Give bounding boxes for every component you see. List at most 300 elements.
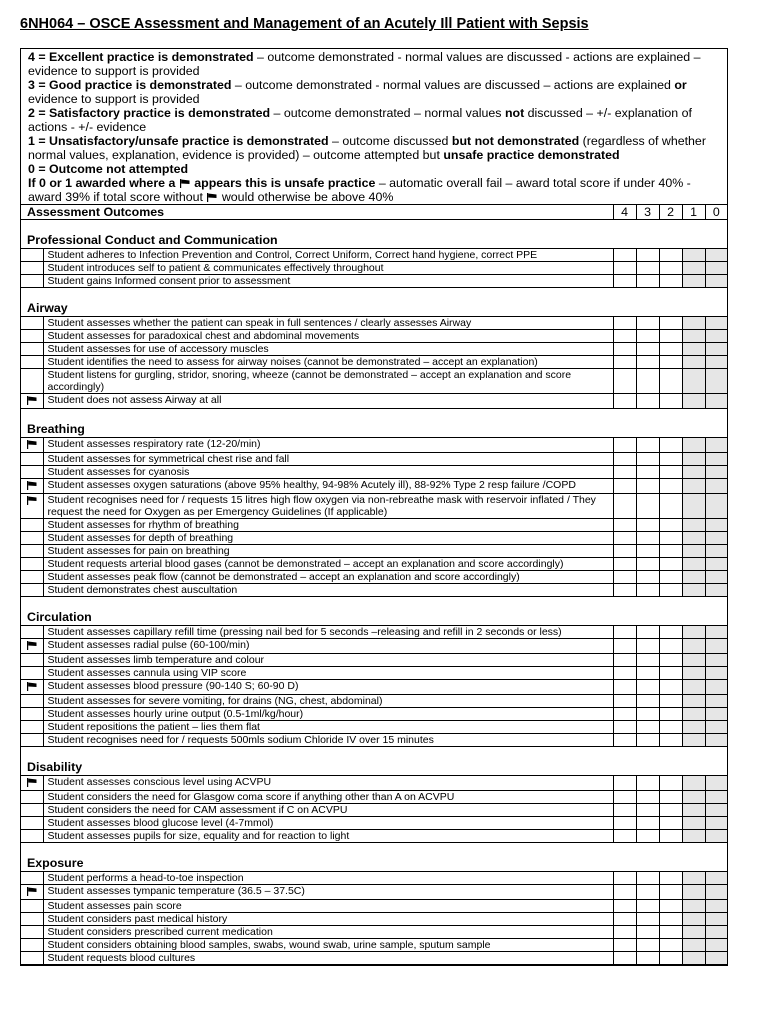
score-cell-1[interactable] (682, 654, 705, 667)
flag-cell (21, 952, 43, 965)
flag-cell (21, 494, 43, 519)
score-cell-1[interactable] (682, 249, 705, 262)
score-cell-0[interactable] (705, 330, 727, 343)
score-cell-2[interactable] (659, 639, 682, 654)
score-cell-2[interactable] (659, 330, 682, 343)
flag-cell (21, 654, 43, 667)
score-cell-3[interactable] (636, 584, 659, 597)
score-cell-3[interactable] (636, 317, 659, 330)
outcome-row (21, 394, 727, 409)
score-cell-0[interactable] (705, 817, 727, 830)
section-header-row (21, 288, 727, 317)
outcome-row (21, 734, 727, 747)
score-cell-2[interactable] (659, 804, 682, 817)
score-cell-2[interactable] (659, 453, 682, 466)
flag-icon (180, 177, 190, 186)
score-cell-1[interactable] (682, 532, 705, 545)
flag-cell (21, 330, 43, 343)
score-cell-2[interactable] (659, 394, 682, 409)
score-cell-4[interactable] (613, 804, 636, 817)
outcome-text: Student assesses respiratory rate (12-20/min) (43, 438, 613, 453)
score-cell-1[interactable] (682, 466, 705, 479)
score-cell-1[interactable] (682, 695, 705, 708)
score-cell-2[interactable] (659, 791, 682, 804)
outcome-row (21, 519, 727, 532)
score-cell-2[interactable] (659, 249, 682, 262)
score-cell-0[interactable] (705, 830, 727, 843)
score-cell-3[interactable] (636, 680, 659, 695)
outcome-row (21, 545, 727, 558)
score-cell-0[interactable] (705, 804, 727, 817)
score-cell-2[interactable] (659, 438, 682, 453)
score-cell-4[interactable] (613, 466, 636, 479)
score-cell-1[interactable] (682, 939, 705, 952)
score-cell-2[interactable] (659, 262, 682, 275)
outcome-row (21, 330, 727, 343)
score-cell-3[interactable] (636, 708, 659, 721)
score-cell-3[interactable] (636, 872, 659, 885)
legend-score-3: 3 = Good practice is demonstrated – outcome demonstrated - normal values are discussed – actions are explained or evidence to support is provided (28, 78, 687, 106)
score-cell-4[interactable] (613, 680, 636, 695)
score-cell-0[interactable] (705, 545, 727, 558)
score-cell-4[interactable] (613, 584, 636, 597)
score-cell-3[interactable] (636, 494, 659, 519)
score-cell-4[interactable] (613, 830, 636, 843)
score-cell-4[interactable] (613, 394, 636, 409)
score-cell-4[interactable] (613, 479, 636, 494)
outcome-row (21, 926, 727, 939)
score-cell-1[interactable] (682, 667, 705, 680)
score-cell-1[interactable] (682, 394, 705, 409)
score-cell-1[interactable] (682, 519, 705, 532)
score-cell-3[interactable] (636, 249, 659, 262)
flag-icon (27, 440, 37, 452)
legend-score-4: 4 = Excellent practice is demonstrated – outcome demonstrated - normal values are discussed - actions are explained – evidence to support is provided (28, 50, 701, 78)
score-cell-3[interactable] (636, 532, 659, 545)
score-cell-4[interactable] (613, 776, 636, 791)
legend-score-0: 0 = Outcome not attempted (28, 162, 189, 176)
flag-cell (21, 532, 43, 545)
flag-cell (21, 708, 43, 721)
score-cell-3[interactable] (636, 804, 659, 817)
flag-cell (21, 262, 43, 275)
flag-cell (21, 695, 43, 708)
score-cell-4[interactable] (613, 885, 636, 900)
score-cell-3[interactable] (636, 830, 659, 843)
score-cell-2[interactable] (659, 571, 682, 584)
score-cell-1[interactable] (682, 680, 705, 695)
flag-cell (21, 913, 43, 926)
score-cell-2[interactable] (659, 494, 682, 519)
score-cell-4[interactable] (613, 872, 636, 885)
outcome-text: Student assesses for use of accessory muscles (43, 343, 613, 356)
score-cell-1[interactable] (682, 721, 705, 734)
document-title: 6NH064 – OSCE Assessment and Management of an Acutely Ill Patient with Sepsis (20, 16, 589, 32)
score-cell-3[interactable] (636, 394, 659, 409)
score-cell-0[interactable] (705, 317, 727, 330)
score-cell-0[interactable] (705, 734, 727, 747)
score-header-0: 0 (705, 205, 727, 220)
score-cell-4[interactable] (613, 817, 636, 830)
outcome-text: Student assesses radial pulse (60-100/min) (43, 639, 613, 654)
flag-cell (21, 466, 43, 479)
score-cell-0[interactable] (705, 519, 727, 532)
score-cell-2[interactable] (659, 926, 682, 939)
score-cell-4[interactable] (613, 494, 636, 519)
score-cell-1[interactable] (682, 639, 705, 654)
score-cell-0[interactable] (705, 343, 727, 356)
score-cell-2[interactable] (659, 532, 682, 545)
score-cell-4[interactable] (613, 626, 636, 639)
score-cell-1[interactable] (682, 926, 705, 939)
score-cell-3[interactable] (636, 654, 659, 667)
score-cell-1[interactable] (682, 830, 705, 843)
outcome-row (21, 494, 727, 519)
score-cell-2[interactable] (659, 734, 682, 747)
section-title: Disability (21, 747, 727, 776)
flag-cell (21, 356, 43, 369)
score-cell-3[interactable] (636, 695, 659, 708)
table-header-row (21, 205, 727, 220)
score-cell-0[interactable] (705, 654, 727, 667)
score-cell-3[interactable] (636, 356, 659, 369)
flag-cell (21, 804, 43, 817)
score-cell-0[interactable] (705, 885, 727, 900)
score-header-1: 1 (682, 205, 705, 220)
score-cell-4[interactable] (613, 667, 636, 680)
score-cell-4[interactable] (613, 249, 636, 262)
score-cell-0[interactable] (705, 695, 727, 708)
outcome-row (21, 721, 727, 734)
score-cell-3[interactable] (636, 438, 659, 453)
score-cell-3[interactable] (636, 262, 659, 275)
score-cell-0[interactable] (705, 939, 727, 952)
score-cell-2[interactable] (659, 708, 682, 721)
score-cell-0[interactable] (705, 900, 727, 913)
score-cell-4[interactable] (613, 571, 636, 584)
score-cell-0[interactable] (705, 791, 727, 804)
outcomes-header: Assessment Outcomes (21, 205, 613, 220)
score-cell-0[interactable] (705, 275, 727, 288)
score-cell-1[interactable] (682, 584, 705, 597)
section-header-row (21, 747, 727, 776)
score-cell-1[interactable] (682, 734, 705, 747)
score-cell-3[interactable] (636, 479, 659, 494)
score-cell-0[interactable] (705, 913, 727, 926)
score-cell-4[interactable] (613, 900, 636, 913)
score-cell-2[interactable] (659, 558, 682, 571)
score-cell-0[interactable] (705, 453, 727, 466)
score-cell-4[interactable] (613, 721, 636, 734)
flag-icon (27, 481, 37, 493)
flag-icon (27, 887, 37, 899)
score-cell-0[interactable] (705, 776, 727, 791)
score-cell-2[interactable] (659, 900, 682, 913)
score-cell-0[interactable] (705, 952, 727, 965)
score-cell-2[interactable] (659, 817, 682, 830)
section-header-row (21, 597, 727, 626)
score-cell-4[interactable] (613, 926, 636, 939)
score-cell-4[interactable] (613, 532, 636, 545)
score-cell-2[interactable] (659, 830, 682, 843)
score-cell-1[interactable] (682, 438, 705, 453)
score-cell-3[interactable] (636, 558, 659, 571)
score-cell-2[interactable] (659, 343, 682, 356)
outcome-text: Student identifies the need to assess for airway noises (cannot be demonstrated – accept an explanation) (43, 356, 613, 369)
score-cell-2[interactable] (659, 872, 682, 885)
outcome-text: Student assesses tympanic temperature (36.5 – 37.5C) (43, 885, 613, 900)
score-cell-2[interactable] (659, 695, 682, 708)
score-cell-1[interactable] (682, 262, 705, 275)
score-cell-4[interactable] (613, 438, 636, 453)
outcome-row (21, 584, 727, 597)
score-cell-0[interactable] (705, 571, 727, 584)
score-cell-4[interactable] (613, 558, 636, 571)
score-cell-0[interactable] (705, 926, 727, 939)
score-cell-1[interactable] (682, 817, 705, 830)
scoring-legend (21, 49, 727, 205)
score-cell-2[interactable] (659, 939, 682, 952)
outcome-text: Student introduces self to patient & communicates effectively throughout (43, 262, 613, 275)
score-cell-0[interactable] (705, 494, 727, 519)
flag-cell (21, 639, 43, 654)
score-cell-3[interactable] (636, 721, 659, 734)
outcome-text: Student gains Informed consent prior to assessment (43, 275, 613, 288)
outcome-text: Student assesses for symmetrical chest rise and fall (43, 453, 613, 466)
score-cell-3[interactable] (636, 776, 659, 791)
outcome-row (21, 695, 727, 708)
score-cell-3[interactable] (636, 885, 659, 900)
score-cell-3[interactable] (636, 791, 659, 804)
outcome-text: Student assesses for severe vomiting, for drains (NG, chest, abdominal) (43, 695, 613, 708)
score-cell-1[interactable] (682, 343, 705, 356)
score-cell-1[interactable] (682, 708, 705, 721)
score-cell-1[interactable] (682, 369, 705, 394)
score-cell-4[interactable] (613, 519, 636, 532)
score-cell-0[interactable] (705, 394, 727, 409)
score-cell-2[interactable] (659, 776, 682, 791)
flag-cell (21, 584, 43, 597)
score-cell-2[interactable] (659, 654, 682, 667)
score-cell-4[interactable] (613, 734, 636, 747)
section-title: Professional Conduct and Communication (21, 220, 727, 249)
score-cell-3[interactable] (636, 639, 659, 654)
score-cell-1[interactable] (682, 317, 705, 330)
score-cell-1[interactable] (682, 494, 705, 519)
score-cell-1[interactable] (682, 776, 705, 791)
score-cell-0[interactable] (705, 667, 727, 680)
outcome-text: Student recognises need for / requests 15 litres high flow oxygen via non-rebreathe mask with reservoir inflated / They request the need for Oxygen as per Emergency Guidelines (If applicable) (43, 494, 613, 519)
score-cell-4[interactable] (613, 639, 636, 654)
score-header-3: 3 (636, 205, 659, 220)
outcome-text: Student assesses peak flow (cannot be demonstrated – accept an explanation and score accordingly) (43, 571, 613, 584)
assessment-form (20, 48, 728, 966)
score-cell-4[interactable] (613, 913, 636, 926)
outcome-text: Student assesses pupils for size, equality and for reaction to light (43, 830, 613, 843)
score-cell-2[interactable] (659, 667, 682, 680)
outcome-row (21, 639, 727, 654)
flag-cell (21, 721, 43, 734)
score-cell-4[interactable] (613, 262, 636, 275)
outcome-row (21, 952, 727, 965)
score-cell-3[interactable] (636, 926, 659, 939)
flag-cell (21, 926, 43, 939)
score-cell-4[interactable] (613, 343, 636, 356)
score-cell-3[interactable] (636, 519, 659, 532)
score-cell-1[interactable] (682, 885, 705, 900)
score-cell-4[interactable] (613, 695, 636, 708)
score-cell-0[interactable] (705, 466, 727, 479)
score-cell-0[interactable] (705, 532, 727, 545)
score-cell-4[interactable] (613, 356, 636, 369)
outcome-text: Student assesses for pain on breathing (43, 545, 613, 558)
score-cell-2[interactable] (659, 680, 682, 695)
score-cell-1[interactable] (682, 626, 705, 639)
outcome-row (21, 667, 727, 680)
score-cell-4[interactable] (613, 330, 636, 343)
score-cell-4[interactable] (613, 545, 636, 558)
outcome-row (21, 913, 727, 926)
score-cell-4[interactable] (613, 317, 636, 330)
score-cell-4[interactable] (613, 275, 636, 288)
outcome-row (21, 249, 727, 262)
score-cell-0[interactable] (705, 639, 727, 654)
score-cell-0[interactable] (705, 584, 727, 597)
score-cell-1[interactable] (682, 356, 705, 369)
score-cell-1[interactable] (682, 913, 705, 926)
score-cell-1[interactable] (682, 479, 705, 494)
score-cell-0[interactable] (705, 872, 727, 885)
score-cell-1[interactable] (682, 275, 705, 288)
flag-icon (27, 496, 37, 508)
outcomes-table (21, 205, 727, 965)
score-cell-3[interactable] (636, 939, 659, 952)
score-cell-1[interactable] (682, 330, 705, 343)
score-cell-3[interactable] (636, 913, 659, 926)
score-cell-0[interactable] (705, 558, 727, 571)
score-cell-1[interactable] (682, 804, 705, 817)
outcome-row (21, 626, 727, 639)
score-cell-0[interactable] (705, 262, 727, 275)
outcome-row (21, 275, 727, 288)
score-cell-3[interactable] (636, 466, 659, 479)
score-cell-3[interactable] (636, 667, 659, 680)
score-cell-1[interactable] (682, 558, 705, 571)
score-cell-0[interactable] (705, 369, 727, 394)
score-cell-2[interactable] (659, 545, 682, 558)
score-cell-3[interactable] (636, 369, 659, 394)
outcome-text: Student does not assess Airway at all (43, 394, 613, 409)
flag-icon (27, 682, 37, 694)
score-cell-2[interactable] (659, 885, 682, 900)
flag-icon (207, 191, 217, 200)
outcome-text: Student assesses for rhythm of breathing (43, 519, 613, 532)
flag-cell (21, 791, 43, 804)
flag-cell (21, 369, 43, 394)
score-cell-3[interactable] (636, 275, 659, 288)
score-cell-2[interactable] (659, 479, 682, 494)
score-cell-0[interactable] (705, 479, 727, 494)
score-cell-3[interactable] (636, 900, 659, 913)
flag-cell (21, 830, 43, 843)
flag-cell (21, 680, 43, 695)
flag-cell (21, 817, 43, 830)
score-cell-2[interactable] (659, 626, 682, 639)
score-cell-0[interactable] (705, 721, 727, 734)
score-cell-0[interactable] (705, 626, 727, 639)
score-cell-2[interactable] (659, 584, 682, 597)
score-cell-1[interactable] (682, 791, 705, 804)
score-cell-1[interactable] (682, 952, 705, 965)
score-cell-4[interactable] (613, 791, 636, 804)
score-cell-0[interactable] (705, 356, 727, 369)
score-cell-2[interactable] (659, 913, 682, 926)
score-cell-2[interactable] (659, 369, 682, 394)
score-cell-3[interactable] (636, 545, 659, 558)
score-cell-3[interactable] (636, 817, 659, 830)
score-cell-1[interactable] (682, 571, 705, 584)
score-cell-3[interactable] (636, 734, 659, 747)
score-cell-4[interactable] (613, 369, 636, 394)
score-cell-3[interactable] (636, 330, 659, 343)
score-cell-1[interactable] (682, 872, 705, 885)
score-cell-1[interactable] (682, 900, 705, 913)
outcome-text: Student assesses blood glucose level (4-7mmol) (43, 817, 613, 830)
outcome-row (21, 776, 727, 791)
flag-cell (21, 734, 43, 747)
score-cell-2[interactable] (659, 317, 682, 330)
score-cell-2[interactable] (659, 466, 682, 479)
outcome-row (21, 466, 727, 479)
flag-cell (21, 545, 43, 558)
score-cell-4[interactable] (613, 952, 636, 965)
outcome-row (21, 680, 727, 695)
outcome-text: Student assesses oxygen saturations (above 95% healthy, 94-98% Acutely ill), 88-92% Type 2 resp failure /COPD (43, 479, 613, 494)
outcome-row (21, 872, 727, 885)
outcome-text: Student assesses whether the patient can speak in full sentences / clearly assesses Airway (43, 317, 613, 330)
score-cell-0[interactable] (705, 249, 727, 262)
score-cell-3[interactable] (636, 343, 659, 356)
score-cell-3[interactable] (636, 453, 659, 466)
score-cell-0[interactable] (705, 708, 727, 721)
score-cell-3[interactable] (636, 571, 659, 584)
outcome-text: Student assesses blood pressure (90-140 S; 60-90 D) (43, 680, 613, 695)
flag-cell (21, 343, 43, 356)
score-cell-1[interactable] (682, 545, 705, 558)
score-cell-4[interactable] (613, 453, 636, 466)
flag-cell (21, 571, 43, 584)
score-cell-2[interactable] (659, 519, 682, 532)
score-cell-4[interactable] (613, 654, 636, 667)
outcome-text: Student assesses capillary refill time (pressing nail bed for 5 seconds –releasing and refill in 2 seconds or less) (43, 626, 613, 639)
outcome-text: Student performs a head-to-toe inspection (43, 872, 613, 885)
score-cell-2[interactable] (659, 952, 682, 965)
score-cell-2[interactable] (659, 721, 682, 734)
score-cell-1[interactable] (682, 453, 705, 466)
score-cell-2[interactable] (659, 275, 682, 288)
score-cell-3[interactable] (636, 952, 659, 965)
score-cell-4[interactable] (613, 939, 636, 952)
outcome-row (21, 571, 727, 584)
score-cell-2[interactable] (659, 356, 682, 369)
section-title: Circulation (21, 597, 727, 626)
score-cell-4[interactable] (613, 708, 636, 721)
score-cell-0[interactable] (705, 438, 727, 453)
score-cell-0[interactable] (705, 680, 727, 695)
score-cell-3[interactable] (636, 626, 659, 639)
outcome-row (21, 885, 727, 900)
outcome-row (21, 343, 727, 356)
